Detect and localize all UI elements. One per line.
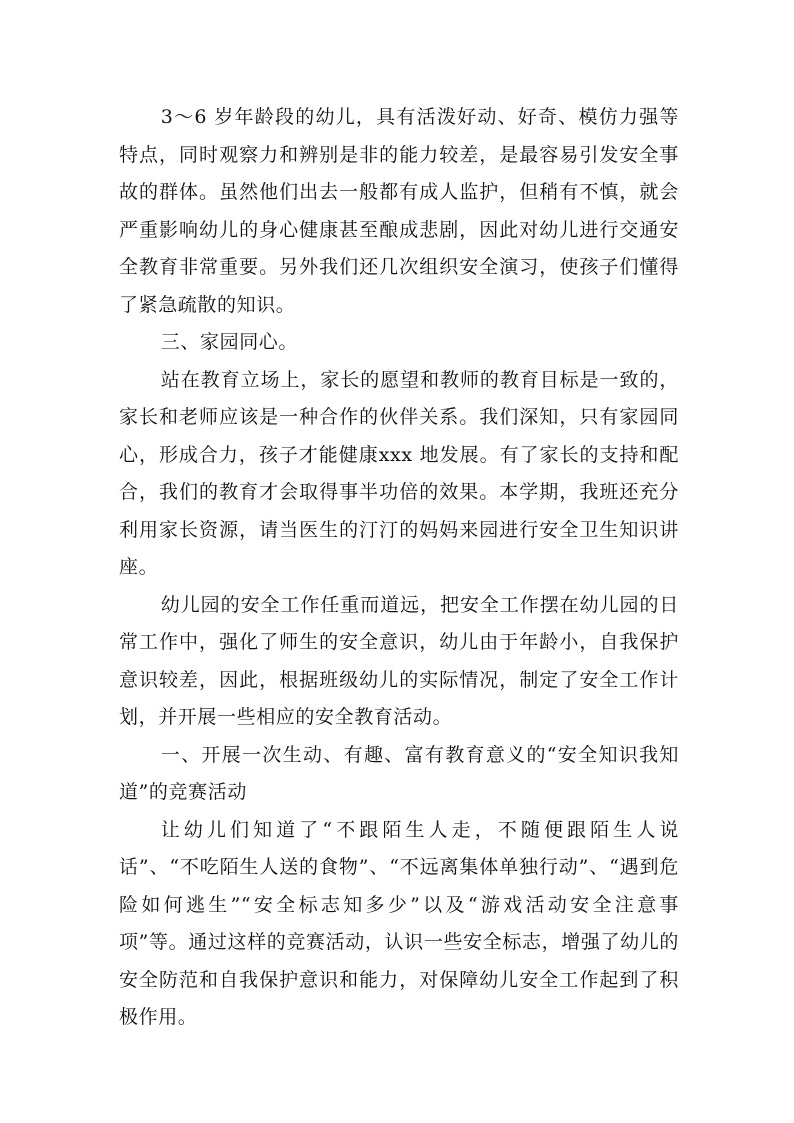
section-heading-competition: 一、开展一次生动、有趣、富有教育意义的“安全知识我知道”的竞赛活动 <box>119 743 679 803</box>
paragraph-safety-work: 幼儿园的安全工作任重而道远，把安全工作摆在幼儿园的日常工作中，强化了师生的安全意识，幼儿由于年龄小，自我保护意识较差，因此，根据班级幼儿的实际情况，制定了安全工作计划，并开展一些相应的安全教育活动。 <box>119 593 679 728</box>
paragraph-competition-details: 让幼儿们知道了“不跟陌生人走，不随便跟陌生人说话”、“不吃陌生人送的食物”、“不远离集体单独行动”、“遇到危险如何逃生”“安全标志知多少”以及“游戏活动安全注意事项”等。通过这样的竞赛活动，认识一些安全标志，增强了幼儿的安全防范和自我保护意识和能力，对保障幼儿安全工作起到了积极作用。 <box>119 818 679 1028</box>
document-body <box>119 99 679 1037</box>
paragraph-parent-cooperation: 站在教育立场上，家长的愿望和教师的教育目标是一致的，家长和老师应该是一种合作的伙伴关系。我们深知，只有家园同心，形成合力，孩子才能健康xxx 地发展。有了家长的支持和配合，我们的教育才会取得事半功倍的效果。本学期，我班还充分利用家长资源，请当医生的汀汀的妈妈来园进行安全卫生知识讲座。 <box>119 368 679 578</box>
paragraph-child-safety: 3～6 岁年龄段的幼儿，具有活泼好动、好奇、模仿力强等特点，同时观察力和辨别是非的能力较差，是最容易引发安全事故的群体。虽然他们出去一般都有成人监护，但稍有不慎，就会严重影响幼儿的身心健康甚至酿成悲剧，因此对幼儿进行交通安全教育非常重要。另外我们还几次组织安全演习，使孩子们懂得了紧急疏散的知识。 <box>119 106 679 316</box>
section-heading-home-school: 三、家园同心。 <box>160 331 298 353</box>
